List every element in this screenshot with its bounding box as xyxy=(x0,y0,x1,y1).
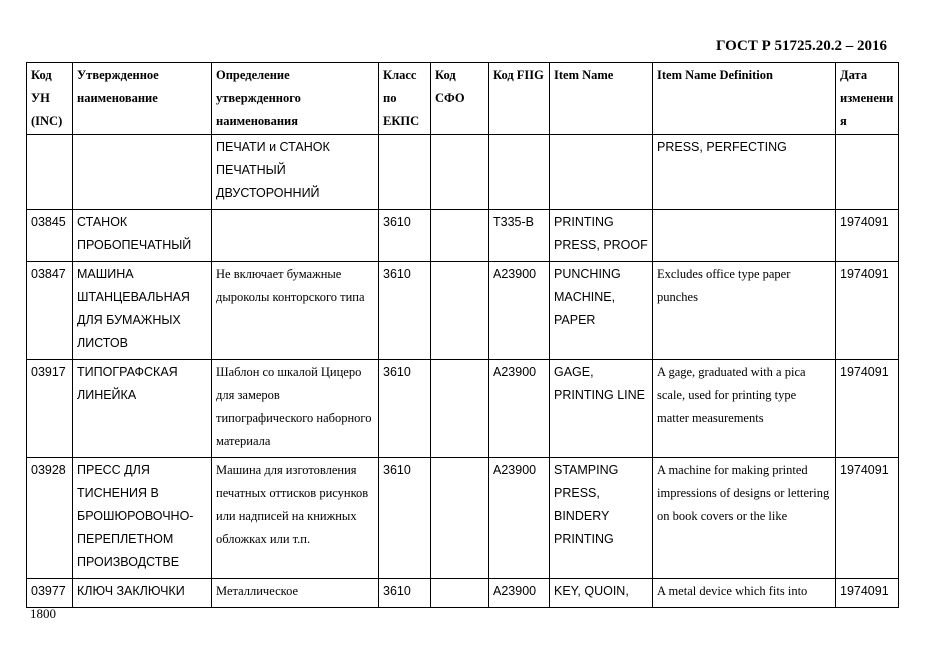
table-row xyxy=(27,210,899,262)
table-row xyxy=(27,579,899,608)
header-item-name: Item Name xyxy=(550,63,653,135)
cell-inc: 03845 xyxy=(27,210,73,262)
cell-name: СТАНОК ПРОБОПЕЧАТНЫЙ xyxy=(73,210,212,262)
cell-class: 3610 xyxy=(379,458,431,579)
cell-item-definition: A machine for making printed impressions of designs or lettering on book covers or the like xyxy=(653,458,836,579)
cell-inc: 03977 xyxy=(27,579,73,608)
cell-definition: Металлическое xyxy=(212,579,379,608)
cell-inc: 03847 xyxy=(27,262,73,360)
cell-fiig: T335-B xyxy=(489,210,550,262)
cell-definition: Машина для изготовления печатных оттисков рисунков или надписей на книжных обложках или т.п. xyxy=(212,458,379,579)
cell-sfo xyxy=(431,360,489,458)
cell-date xyxy=(836,135,899,210)
cell-date: 1974091 xyxy=(836,458,899,579)
cell-sfo xyxy=(431,458,489,579)
cell-class: 3610 xyxy=(379,210,431,262)
cell-class: 3610 xyxy=(379,262,431,360)
header-inc: Код УН (INC) xyxy=(27,63,73,135)
table-row xyxy=(27,360,899,458)
cell-definition: Не включает бумажные дыроколы конторского типа xyxy=(212,262,379,360)
cell-fiig: A23900 xyxy=(489,262,550,360)
cell-name xyxy=(73,135,212,210)
cell-item-definition: A gage, graduated with a pica scale, used for printing type matter measurements xyxy=(653,360,836,458)
table-row xyxy=(27,458,899,579)
header-sfo: Код СФО xyxy=(431,63,489,135)
cell-fiig: A23900 xyxy=(489,360,550,458)
cell-item-definition xyxy=(653,210,836,262)
table-header-row xyxy=(27,63,899,135)
page-number: 1800 xyxy=(30,606,56,621)
cell-definition: Шаблон со шкалой Цицеро для замеров типографического наборного материала xyxy=(212,360,379,458)
cell-item-name xyxy=(550,135,653,210)
header-fiig: Код FIIG xyxy=(489,63,550,135)
cell-sfo xyxy=(431,262,489,360)
cell-item-name: STAMPING PRESS, BINDERY PRINTING xyxy=(550,458,653,579)
cell-item-name: KEY, QUOIN, xyxy=(550,579,653,608)
cell-inc: 03917 xyxy=(27,360,73,458)
cell-name: КЛЮЧ ЗАКЛЮЧКИ xyxy=(73,579,212,608)
cell-item-name: GAGE, PRINTING LINE xyxy=(550,360,653,458)
cell-inc xyxy=(27,135,73,210)
cell-sfo xyxy=(431,210,489,262)
cell-item-definition: A metal device which fits into xyxy=(653,579,836,608)
cell-date: 1974091 xyxy=(836,579,899,608)
cell-fiig xyxy=(489,135,550,210)
cell-date: 1974091 xyxy=(836,262,899,360)
cell-item-name: PUNCHING MACHINE, PAPER xyxy=(550,262,653,360)
table-row xyxy=(27,135,899,210)
cell-sfo xyxy=(431,579,489,608)
header-definition: Определение утвержденного наименования xyxy=(212,63,379,135)
cell-name: МАШИНА ШТАНЦЕВАЛЬНАЯ ДЛЯ БУМАЖНЫХ ЛИСТОВ xyxy=(73,262,212,360)
cell-item-definition: PRESS, PERFECTING xyxy=(653,135,836,210)
cell-class xyxy=(379,135,431,210)
cell-sfo xyxy=(431,135,489,210)
header-name: Утвержденное наименование xyxy=(73,63,212,135)
header-item-definition: Item Name Definition xyxy=(653,63,836,135)
cell-definition xyxy=(212,210,379,262)
cell-item-definition: Excludes office type paper punches xyxy=(653,262,836,360)
cell-item-name: PRINTING PRESS, PROOF xyxy=(550,210,653,262)
nomenclature-table xyxy=(26,62,899,608)
cell-name: ПРЕСС ДЛЯ ТИСНЕНИЯ В БРОШЮРОВОЧНО-ПЕРЕПЛЕТНОМ ПРОИЗВОДСТВЕ xyxy=(73,458,212,579)
cell-class: 3610 xyxy=(379,360,431,458)
cell-fiig: A23900 xyxy=(489,579,550,608)
cell-class: 3610 xyxy=(379,579,431,608)
cell-date: 1974091 xyxy=(836,210,899,262)
header-class: Класс по ЕКПС xyxy=(379,63,431,135)
table-row xyxy=(27,262,899,360)
header-date: Дата изменения xyxy=(836,63,899,135)
cell-date: 1974091 xyxy=(836,360,899,458)
cell-name: ТИПОГРАФСКАЯ ЛИНЕЙКА xyxy=(73,360,212,458)
document-title: ГОСТ Р 51725.20.2 – 2016 xyxy=(715,38,887,54)
cell-fiig: A23900 xyxy=(489,458,550,579)
cell-definition: ПЕЧАТИ и СТАНОК ПЕЧАТНЫЙ ДВУСТОРОННИЙ xyxy=(212,135,379,210)
cell-inc: 03928 xyxy=(27,458,73,579)
